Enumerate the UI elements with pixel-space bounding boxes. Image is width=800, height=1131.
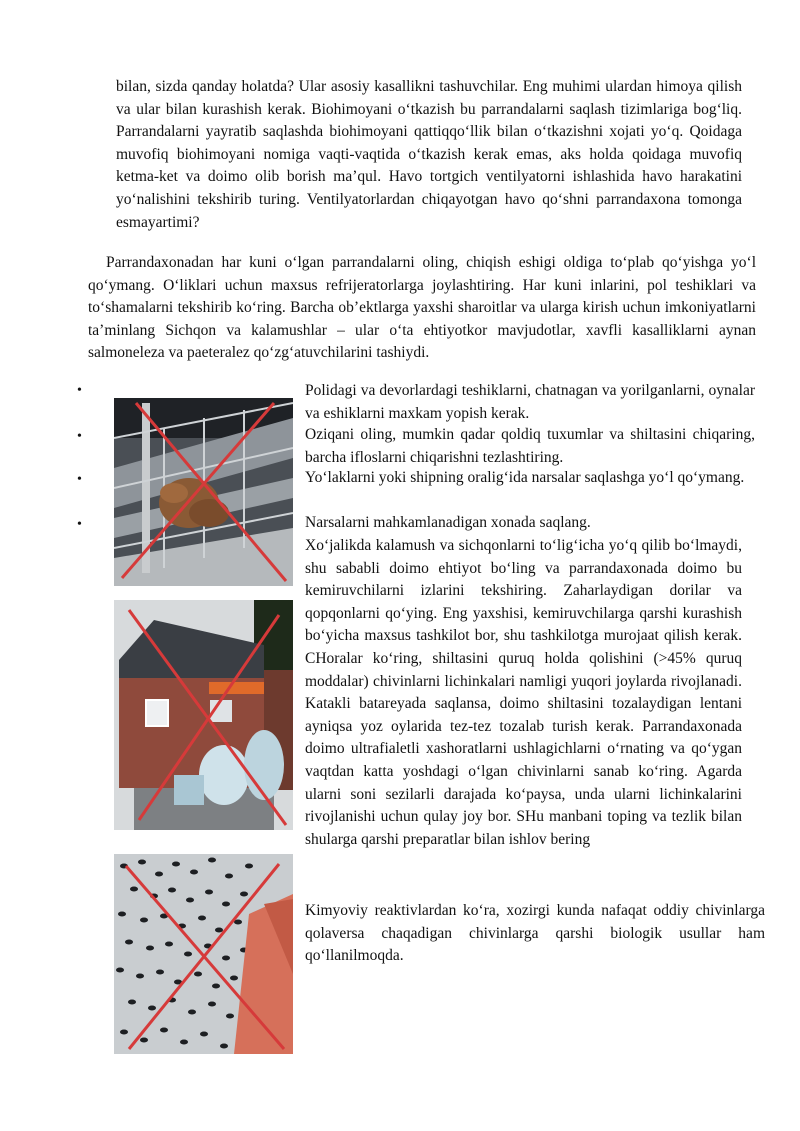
paragraph-intro: bilan, sizda qanday holatda? Ular asosiy kasallikni tashuvchilar. Eng muhimi ulardan himoya qilish va ular bilan kurashish kerak. Biohimoyani o‘tkazish bu parrandalarni saqlash tizimlariga bog‘liq. Parrandalarni yayratib saqlashda biohimoyani qattiqqo‘llik bilan o‘tkazishni xojati yo‘q. Qoidaga muvofiq biohimoyani nomiga vaqti-vaqtida o‘tkazish kerak emas, aks holda qoidaga muvofiq ketma-ket va doimo olib borish ma’qul. Havo tortgich ventilyatorni ishlashida havo harakatini yo‘nalishini tekshirib turing. Ventilyatorlardan chiqayotgan havo qo‘shni parrandaxona tomonga esmayartimi? (116, 78, 742, 231)
bullet-marker: • (77, 429, 82, 444)
bullet-text-feed: Oziqani oling, mumkin qadar qoldiq tuxumlar va shiltasini chiqaring, barcha ifloslarni chiqarishni tezlashtiring. (305, 426, 755, 466)
flies-on-wall-photo (114, 854, 293, 1054)
brick-building-with-bags-photo (114, 600, 293, 830)
bullet-text-storage: Narsalarni mahkamlanadigan xonada saqlang. (305, 514, 591, 531)
bullet-marker: • (77, 383, 82, 398)
bullet-marker: • (77, 517, 82, 532)
bullet-text-corridors: Yo‘laklarni yoki shipning oralig‘ida narsalar saqlashga yo‘l qo‘ymang. (305, 469, 745, 486)
paragraph-dead-birds: Parrandaxonadan har kuni o‘lgan parrandalarni oling, chiqish eshigi oldiga to‘plab qo‘yishga yo‘l qo‘ymang. O‘liklari uchun maxsus refrijeratorlarga joylashtiring. Har kuni inlarini, pol teshiklari va to‘shamalarni tekshirib ko‘ring. Barcha ob’ektlarga yaxshi sharoitlar va ularga kirish uchun imkoniyatlarni ta’minlang Sichqon va kalamushlar – ular o‘ta ehtiyotkor mavjudotlar, xavfli kasalliklarni aynan salmoneleza va paeteralez qo‘zg‘atuvchilarini tashiydi. (88, 254, 756, 362)
bullet-marker: • (77, 472, 82, 487)
caged-hens-photo (114, 398, 293, 586)
paragraph-biological-methods: Kimyoviy reaktivlardan ko‘ra, xozirgi kunda nafaqat oddiy chivinlarga qolaversa chaqadigan chivinlarga qarshi biologik usullar ham qo‘llanilmoqda. (305, 902, 765, 965)
paragraph-rodents-flies: Xo‘jalikda kalamush va sichqonlarni to‘lig‘icha yo‘q qilib bo‘lmaydi, shu sababli doimo ehtiyot bo‘ling va parrandaxonada doimo bu kemiruvchilarni izlarini tekshiring. Zaharlaydigan dorilar va qopqonlarni qo‘ying. Eng yaxshisi, kemiruvchilarga qarshi kurashish bo‘yicha maxsus tashkilot bor, shu tashkilotga murojaat qilish kerak. CHoralar ko‘ring, shiltasini quruq holda qolishini (>45% quruq moddalar) chivinlarni lichinkalari namligi yuqori joylarda rivojlanadi. Katakli batareyada saqlansa, doimo shiltasini tozalaydigan lentani ayniqsa yoz oylarida tez-tez tozalab turish kerak. Parrandaxonada doimo ultrafialetli xashoratlarni ushlagichlarni o‘rnating va qo‘ygan vaqtdan katta yoshdagi o‘lgan chivinlarni sanab ko‘ring. Agarda ularni soni sezilarli darajada ko‘paysa, unda ularni lichinkalarini rivojlanishi uchun qulay joy bor. SHu manbani toping va tezlik bilan shularga qarshi preparatlar bilan ishlov bering (305, 537, 742, 848)
bullet-text-holes: Polidagi va devorlardagi teshiklarni, chatnagan va yorilganlarni, oynalar va eshiklarni maxkam yopish kerak. (305, 382, 755, 422)
